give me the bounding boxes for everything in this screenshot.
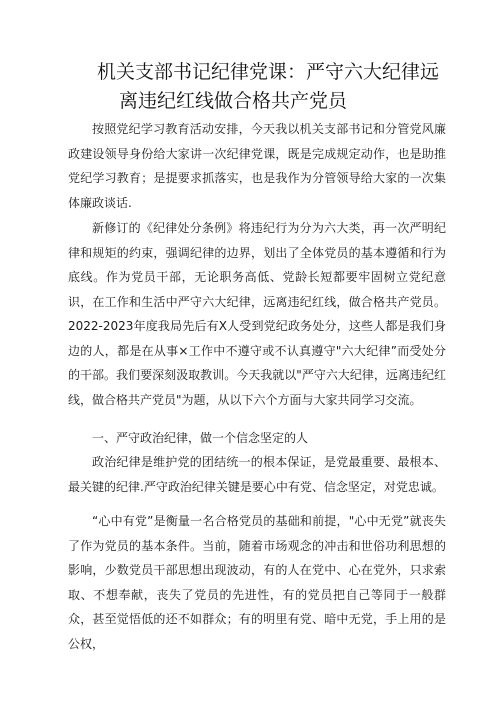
paragraph-introduction: 按照党纪学习教育活动安排，今天我以机关支部书记和分管党风廉政建设领导身份给大家讲一次纪律党课，既是完成规定动作，也是助推党纪学习教育；是提要求抓落实，也是我作为分管领导给大家的一次集体廉政谈话. xyxy=(68,122,446,210)
paragraph-heart-with-party: “心中有党”是衡量一名合格党员的基础和前提，"心中无党”就丧失了作为党员的基本条件。当前，随着市场观念的冲击和世俗功利思想的影响，少数党员干部思想出现波动，有的人在党中、心在党外，只求索取、不想奉献，丧失了党员的先进性，有的党员把自己等同于一般群众，甚至觉悟低的还不如群众；有的明里有党、暗中无党，手上用的是公权， xyxy=(68,514,446,651)
document-title-line-2: 离违纪红线做合格共产党员 xyxy=(119,90,348,112)
section-heading-political-discipline: 一、严守政治纪律，做一个信念坚定的人 xyxy=(92,431,309,445)
paragraph-political-discipline: 政治纪律是维护党的团结统一的根本保证，是党最重要、最根本、最关键的纪律.严守政治纪律关键是要心中有党、信念坚定，对党忠诚。 xyxy=(68,455,446,494)
paragraph-regulations: 新修订的《纪律处分条例》将违纪行为分为六大类，再一次严明纪律和规矩的约束，强调纪律的边界，划出了全体党员的基本遵循和行为底线。作为党员干部，无论职务高低、党龄长短都要牢固树立党纪意识，在工作和生活中严守六大纪律，远离违纪红线，做合格共产党员。2022-2023年度我局先后有X人受到党纪政务处分，这些人都是我们身边的人，都是在从事×工作中不遵守或不认真遵守"六大纪律”而受处分的干部。我们要深刻汲取教训。今天我就以"严守六大纪律，远离违纪红线，做合格共产党员"为题，从以下六个方面与大家共同学习交流。 xyxy=(68,221,446,407)
document-title-line-1: 机关支部书记纪律党课：严守六大纪律远 xyxy=(97,61,440,83)
